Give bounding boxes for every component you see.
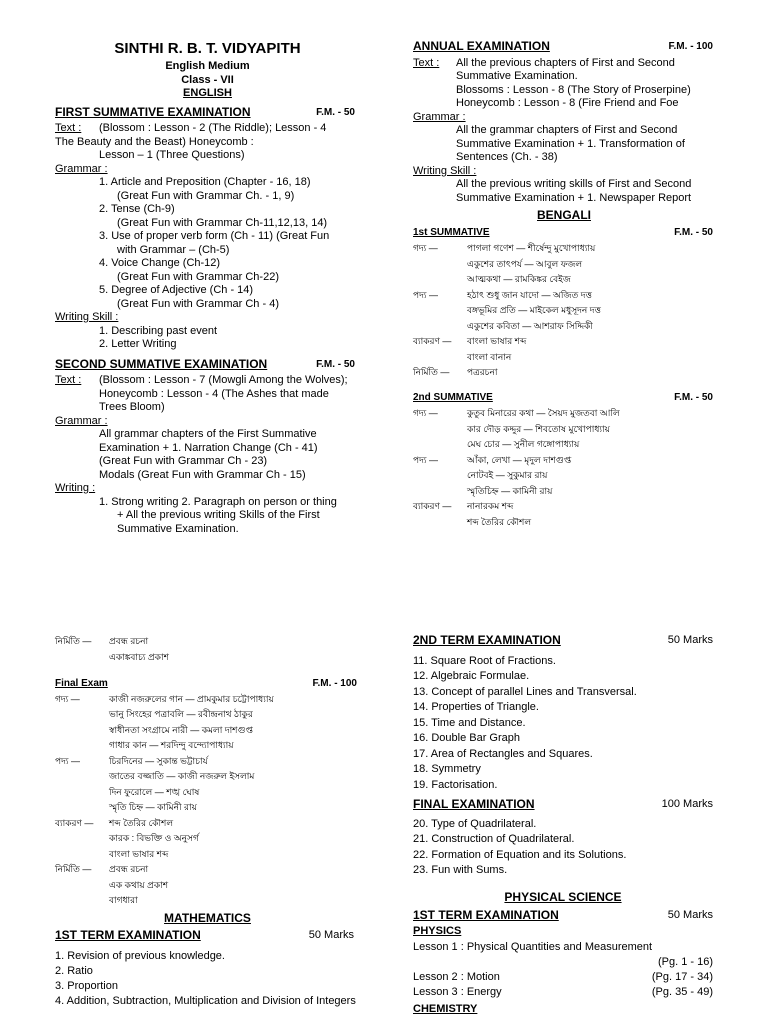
bengali-category: পদ্য — xyxy=(413,289,438,300)
bengali-topic: স্মৃতি চিহ্ন — কামিনী রায় xyxy=(109,802,197,812)
bengali-syllabus-row xyxy=(413,484,715,500)
lesson-2-pages: (Pg. 17 - 34) xyxy=(651,971,713,983)
physical-science-title: PHYSICAL SCIENCE xyxy=(504,889,622,904)
bengali-syllabus-row xyxy=(55,650,360,666)
grammar-label: Grammar : xyxy=(413,110,466,123)
bengali-category: নির্মিতি — xyxy=(55,636,92,646)
bengali-syllabus-row xyxy=(413,499,715,515)
math-t2-title: 2ND TERM EXAMINATION xyxy=(413,633,561,647)
bengali-syllabus-row xyxy=(413,350,715,366)
math-t1-heading xyxy=(55,929,360,943)
bengali-syllabus-row xyxy=(55,847,360,863)
bengali-s1-title: 1st SUMMATIVE xyxy=(413,226,490,238)
physics-lessons xyxy=(413,940,713,1000)
bengali-syllabus-row xyxy=(413,515,715,531)
math-t2-heading xyxy=(413,634,713,648)
math-topic: 14. Properties of Triangle. xyxy=(413,701,539,713)
bengali-topic: পাগলা গণেশ — শীর্ষেন্দু মুখোপাধ্যায় xyxy=(467,243,596,253)
annual-title: ANNUAL EXAMINATION xyxy=(413,39,550,53)
first-text-block xyxy=(55,122,360,136)
math-topic: 20. Type of Quadrilateral. xyxy=(413,817,537,830)
class-label: Class - VII xyxy=(181,73,234,86)
text-label: Text : xyxy=(55,374,82,386)
bengali-topic: নোটবই — সুকুমার রায় xyxy=(467,470,548,480)
bengali-syllabus-row xyxy=(55,800,360,816)
bengali-category xyxy=(55,707,109,723)
honeycomb-line: Honeycomb : Lesson - 8 (Fire Friend and Foe xyxy=(456,97,679,109)
bengali-final-title: Final Exam xyxy=(55,678,108,689)
bengali-topic: বাংলা ভাষার শব্দ xyxy=(109,848,169,859)
math-topic: 13. Concept of parallel Lines and Transversal. xyxy=(413,685,637,698)
bengali-category xyxy=(413,468,467,484)
bengali-category xyxy=(413,515,467,531)
text-label: Text : xyxy=(55,122,82,134)
bengali-category xyxy=(55,650,109,666)
second-summative-fm: F.M. - 50 xyxy=(316,358,355,370)
lesson-1: Lesson 1 : Physical Quantities and Measurement xyxy=(413,941,653,953)
left-column-top xyxy=(55,40,360,536)
math-topic: 2. Ratio xyxy=(55,964,93,977)
bengali-topic: কাজী নজরুলের গান — প্রামকুমার চট্টোপাধ্যায় xyxy=(109,693,274,704)
bengali-category xyxy=(413,319,467,335)
math-topic: 4. Addition, Subtraction, Multiplication and Division of Integers xyxy=(55,994,356,1007)
bengali-syllabus-row xyxy=(413,437,715,453)
bengali-final-list xyxy=(55,692,360,909)
bengali-topic: কার দৌড় কদ্দুর — শিবতোষ মুখোপাধ্যায় xyxy=(467,423,610,434)
right-column-top xyxy=(413,40,715,530)
bengali-syllabus-row xyxy=(413,406,715,422)
bengali-topic: কুতুব মিনারের কথা — সৈয়দ মুজতবা আলি xyxy=(467,408,620,418)
grammar-line: Modals (Great Fun with Grammar Ch - 15) xyxy=(99,468,306,481)
bengali-topic: স্মৃতিচিহ্ন — কামিনী রায় xyxy=(467,485,553,496)
grammar-item-sub: with Grammar – (Ch-5) xyxy=(117,243,230,256)
bengali-s1-list xyxy=(413,241,715,381)
writing-label: Writing : xyxy=(55,482,96,494)
grammar-item: 3. Use of proper verb form (Ch - 11) (Great Fun xyxy=(99,230,330,242)
bengali-syllabus-row xyxy=(55,831,360,847)
grammar-item-sub: (Great Fun with Grammar Ch. - 1, 9) xyxy=(117,189,295,202)
bengali-syllabus-row xyxy=(413,468,715,484)
math-final-title: FINAL EXAMINATION xyxy=(413,797,535,811)
bengali-topic: চিরদিনের — সুকান্ত ভট্টাচার্য xyxy=(109,755,208,766)
text-line: The Beauty and the Beast) Honeycomb : xyxy=(55,135,254,148)
text-line: Lesson – 1 (Three Questions) xyxy=(99,149,245,161)
bengali-category: নির্মিতি — xyxy=(55,864,92,874)
ps-t1-title: 1ST TERM EXAMINATION xyxy=(413,908,559,922)
bengali-category: ব্যাকরণ — xyxy=(55,817,94,828)
text-line: Trees Bloom) xyxy=(99,401,165,413)
bengali-syllabus-row xyxy=(413,334,715,350)
bengali-topic: গাধার কান — শরদিন্দু বন্দ্যোপাধ্যায় xyxy=(109,740,234,750)
first-summative-title: FIRST SUMMATIVE EXAMINATION xyxy=(55,104,251,119)
bengali-syllabus-row xyxy=(413,422,715,438)
bengali-topic: নানারকম শব্দ xyxy=(467,501,514,511)
writing-line: + All the previous writing Skills of the First xyxy=(117,509,320,521)
grammar-item: 4. Voice Change (Ch-12) xyxy=(99,257,221,269)
annual-fm: F.M. - 100 xyxy=(668,41,713,52)
writing-line: Summative Examination. xyxy=(117,522,239,535)
text-line: Honeycomb : Lesson - 4 (The Ashes that made xyxy=(99,387,329,400)
second-text-block xyxy=(55,374,360,388)
lesson-2-row xyxy=(413,970,713,985)
second-summative-title: SECOND SUMMATIVE EXAMINATION xyxy=(55,356,268,371)
bengali-category: নির্মিতি — xyxy=(413,367,450,377)
ps-t1-heading xyxy=(413,909,713,923)
bengali-topic: একুশের কবিতা — আশরাফ সিদ্দিকী xyxy=(467,320,593,331)
bengali-syllabus-row xyxy=(55,862,360,878)
writing-line: All the previous writing skills of First and Second xyxy=(456,178,692,190)
bengali-syllabus-row xyxy=(55,769,360,785)
bengali-syllabus-row xyxy=(55,785,360,801)
bengali-topic: এক কথায় প্রকাশ xyxy=(109,879,169,890)
bengali-syllabus-row xyxy=(413,303,715,319)
math-topic: 15. Time and Distance. xyxy=(413,716,526,729)
bengali-category: পদ্য — xyxy=(55,755,80,766)
bengali-topic: বঙ্গভূমির প্রতি — মাইকেল মধুসূদন দত্ত xyxy=(467,305,601,315)
bengali-s2-fm: F.M. - 50 xyxy=(674,391,713,403)
bengali-category xyxy=(55,893,109,909)
writing-item: 1. Describing past event xyxy=(99,324,218,337)
math-final-list xyxy=(413,817,713,879)
bengali-syllabus-row xyxy=(55,893,360,909)
first-summative-heading xyxy=(55,106,360,120)
math-t2-list xyxy=(413,654,713,794)
bengali-category: গদ্য — xyxy=(413,243,438,253)
bengali-category xyxy=(55,785,109,801)
math-topic: 3. Proportion xyxy=(55,979,118,992)
bengali-category: ব্যাকরণ — xyxy=(413,501,452,511)
bengali-topic: শব্দ তৈরির কৌশল xyxy=(467,516,532,527)
bengali-final-fm: F.M. - 100 xyxy=(312,678,357,689)
bengali-syllabus-row xyxy=(413,272,715,288)
bengali-syllabus-row xyxy=(55,738,360,754)
annual-heading xyxy=(413,40,715,54)
bengali-category: গদ্য — xyxy=(55,693,80,704)
bengali-syllabus-row xyxy=(413,288,715,304)
school-name: SINTHI R. B. T. VIDYAPITH xyxy=(114,40,301,57)
bengali-category: গদ্য — xyxy=(413,408,438,418)
bengali-category xyxy=(413,257,467,273)
writing-line: 1. Strong writing 2. Paragraph on person or thing xyxy=(99,495,337,508)
grammar-line: Summative Examination + 1. Transformation of xyxy=(456,137,685,150)
grammar-line: (Great Fun with Grammar Ch - 23) xyxy=(99,455,268,467)
math-topic: 21. Construction of Quadrilateral. xyxy=(413,833,575,845)
bengali-syllabus-row xyxy=(55,692,360,708)
lesson-2: Lesson 2 : Motion xyxy=(413,971,500,983)
grammar-line: All grammar chapters of the First Summative xyxy=(99,428,317,440)
math-topic: 1. Revision of previous knowledge. xyxy=(55,949,225,962)
left-column-bottom xyxy=(55,634,360,1009)
bengali-topic: কারক : বিভক্তি ও অনুসর্গ xyxy=(109,833,199,843)
math-t1-marks: 50 Marks xyxy=(308,929,354,941)
lesson-3: Lesson 3 : Energy xyxy=(413,986,502,998)
bengali-syllabus-row xyxy=(413,319,715,335)
math-topic: 18. Symmetry xyxy=(413,763,481,775)
subject-label: ENGLISH xyxy=(183,87,232,99)
math-topic: 17. Area of Rectangles and Squares. xyxy=(413,747,593,760)
bengali-final-heading xyxy=(55,677,360,691)
writing-skill-label: Writing Skill : xyxy=(413,164,477,177)
text-line: All the previous chapters of First and Second xyxy=(456,56,675,69)
bengali-topic: প্রবন্ধ রচনা xyxy=(109,864,149,874)
bengali-category xyxy=(413,303,467,319)
grammar-line: All the grammar chapters of First and Second xyxy=(456,124,678,136)
bengali-category xyxy=(413,350,467,366)
bengali-topic: প্রবন্ধ রচনা xyxy=(109,636,149,646)
bengali-syllabus-row xyxy=(413,453,715,469)
grammar-item-sub: (Great Fun with Grammar Ch - 4) xyxy=(117,297,279,310)
bengali-topic: পত্ররচনা xyxy=(467,367,498,377)
grammar-line: Sentences (Ch. - 38) xyxy=(456,151,558,163)
bengali-topic: স্বাধীনতা সংগ্রামে নারী — কমলা দাশগুপ্ত xyxy=(109,724,253,735)
grammar-item-sub: (Great Fun with Grammar Ch-22) xyxy=(117,270,279,283)
bengali-syllabus-row xyxy=(55,707,360,723)
bengali-category xyxy=(55,831,109,847)
bengali-topic: দিন ফুরোলে — শঙ্খ ঘোষ xyxy=(109,786,200,797)
bengali-category xyxy=(413,437,467,453)
bengali-category: পদ্য — xyxy=(413,454,438,465)
grammar-item: 2. Tense (Ch-9) xyxy=(99,203,175,215)
bengali-topic: হঠাৎ শুধু জান যাদো — অজিত দত্ত xyxy=(467,289,592,300)
grammar-label: Grammar : xyxy=(55,162,108,175)
bengali-topic: মেঘ চোর — সুনীল গঙ্গোপাধ্যায় xyxy=(467,439,580,449)
bengali-category xyxy=(413,484,467,500)
bengali-s2-list xyxy=(413,406,715,530)
bengali-category xyxy=(55,769,109,785)
bengali-category xyxy=(413,422,467,438)
bengali-category xyxy=(55,723,109,739)
bengali-topic: ভানু সিংহের পত্রাবলি — রবীন্দ্রনাথ ঠাকুর xyxy=(109,709,253,719)
bengali-s2-extra-list xyxy=(55,634,360,665)
bengali-category xyxy=(55,738,109,754)
bengali-topic: বাংলা বানান xyxy=(467,351,512,362)
bengali-syllabus-row xyxy=(55,878,360,894)
bengali-syllabus-row xyxy=(55,754,360,770)
math-t1-title: 1ST TERM EXAMINATION xyxy=(55,928,201,942)
right-column-bottom xyxy=(413,634,713,1017)
bengali-topic: আঁকা, লেখা — মৃদুল দাশগুপ্ত xyxy=(467,454,572,465)
bengali-topic: একুশের তাৎপর্য — আবুল ফজল xyxy=(467,258,583,269)
math-t2-marks: 50 Marks xyxy=(667,634,713,646)
grammar-label: Grammar : xyxy=(55,414,108,427)
bengali-category xyxy=(55,847,109,863)
math-topic: 19. Factorisation. xyxy=(413,778,498,791)
bengali-s1-fm: F.M. - 50 xyxy=(674,226,713,238)
bengali-topic: আত্মকথা — রামকিঙ্কর বেইজ xyxy=(467,274,571,284)
bengali-syllabus-row xyxy=(413,257,715,273)
bengali-category: ব্যাকরণ — xyxy=(413,336,452,346)
bengali-topic: একাঙ্কবাচ্য প্রকাশ xyxy=(109,651,169,662)
bengali-topic: বাংলা ভাষার শব্দ xyxy=(467,336,527,346)
bengali-s2-heading xyxy=(413,391,715,405)
lesson-3-row xyxy=(413,985,713,1000)
blossoms-line: Blossoms : Lesson - 8 (The Story of Proserpine) xyxy=(456,83,691,96)
math-topic: 16. Double Bar Graph xyxy=(413,732,521,744)
text-label: Text : xyxy=(413,56,440,69)
grammar-item: 5. Degree of Adjective (Ch - 14) xyxy=(99,284,254,296)
first-summative-fm: F.M. - 50 xyxy=(316,106,355,118)
bengali-category xyxy=(55,800,109,816)
text-line: (Blossom : Lesson - 2 (The Riddle); Lesson - 4 xyxy=(99,122,327,134)
bengali-syllabus-row xyxy=(413,365,715,381)
bengali-syllabus-row xyxy=(413,241,715,257)
writing-skill-label: Writing Skill : xyxy=(55,311,119,323)
annual-text-block xyxy=(413,57,715,71)
grammar-line: Examination + 1. Narration Change (Ch - 41) xyxy=(99,441,318,454)
second-summative-heading xyxy=(55,358,360,372)
bengali-s2-title: 2nd SUMMATIVE xyxy=(413,391,493,403)
bengali-syllabus-row xyxy=(55,634,360,650)
ps-t1-marks: 50 Marks xyxy=(667,909,713,921)
writing-line: Summative Examination + 1. Newspaper Report xyxy=(456,191,692,204)
text-line: Summative Examination. xyxy=(456,70,578,82)
math-final-heading xyxy=(413,798,713,812)
mathematics-title: MATHEMATICS xyxy=(164,910,251,925)
math-t1-list xyxy=(55,949,360,1009)
bengali-syllabus-row xyxy=(55,816,360,832)
grammar-item: 1. Article and Preposition (Chapter - 16, 18) xyxy=(99,176,311,188)
math-topic: 12. Algebraic Formulae. xyxy=(413,670,530,682)
math-topic: 22. Formation of Equation and its Solutions. xyxy=(413,848,627,861)
grammar-item-sub: (Great Fun with Grammar Ch-11,12,13, 14) xyxy=(117,216,328,229)
bengali-title: BENGALI xyxy=(537,208,591,222)
math-topic: 23. Fun with Sums. xyxy=(413,864,508,876)
medium-label: English Medium xyxy=(165,60,250,72)
bengali-category xyxy=(55,878,109,894)
lesson-1-pages: (Pg. 1 - 16) xyxy=(657,956,713,968)
bengali-topic: শব্দ তৈরির কৌশল xyxy=(109,817,174,828)
writing-item: 2. Letter Writing xyxy=(99,338,177,350)
chemistry-label: CHEMISTRY xyxy=(413,1003,478,1015)
bengali-category xyxy=(413,272,467,288)
bengali-topic: জাতের বজ্জাতি — কাজী নজরুল ইসলাম xyxy=(109,771,255,781)
math-final-marks: 100 Marks xyxy=(661,798,713,810)
grammar-list xyxy=(55,176,360,311)
bengali-s1-heading xyxy=(413,226,715,240)
lesson-3-pages: (Pg. 35 - 49) xyxy=(651,986,713,998)
text-line: (Blossom : Lesson - 7 (Mowgli Among the Wolves); xyxy=(99,374,348,386)
physics-label: PHYSICS xyxy=(413,924,462,937)
bengali-syllabus-row xyxy=(55,723,360,739)
math-topic: 11. Square Root of Fractions. xyxy=(413,654,556,667)
bengali-topic: বাগধারা xyxy=(109,895,138,905)
